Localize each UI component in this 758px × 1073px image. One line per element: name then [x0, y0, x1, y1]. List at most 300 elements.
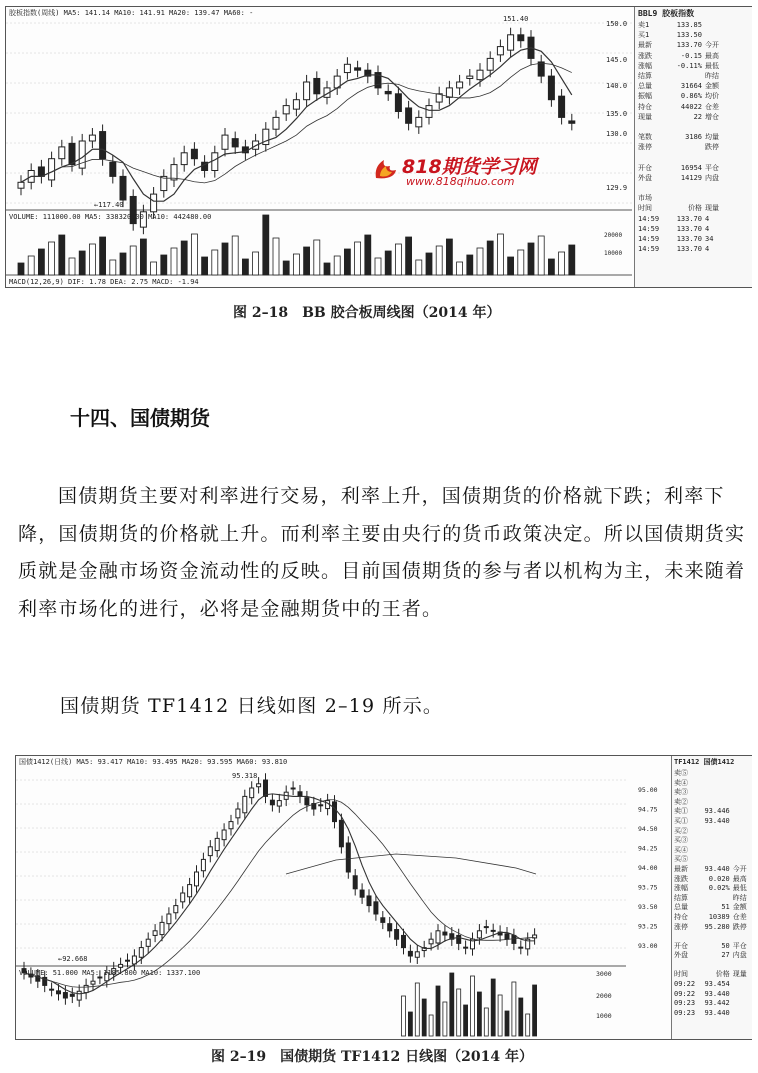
candle-body [508, 35, 514, 50]
candle-body [381, 918, 385, 923]
quote-panel [634, 7, 752, 287]
quote-value [697, 826, 730, 836]
candlestick-chart [16, 756, 658, 1039]
volume-tick-label: 2000 [596, 992, 612, 1000]
candle-body [181, 153, 187, 165]
candle-body [84, 985, 88, 992]
quote-row [674, 989, 752, 999]
quote-label: 14:59 [638, 214, 660, 223]
volume-bar [505, 1011, 509, 1036]
quote-label: 卖③ [674, 788, 688, 797]
quote-extra [730, 787, 752, 797]
quote-row [674, 835, 752, 845]
volume-bar [518, 250, 524, 275]
candle-body [429, 939, 433, 944]
volume-bar [471, 976, 475, 1036]
quote-value: 价格 [715, 970, 730, 979]
quote-value [697, 787, 730, 797]
candle-body [110, 162, 116, 176]
quote-row [638, 224, 752, 234]
candle-body [402, 935, 406, 947]
volume-bar [344, 249, 350, 275]
candle-body [212, 153, 218, 171]
quote-extra: 仓差 [705, 102, 719, 111]
high-price-label: 151.40 [503, 15, 529, 23]
volume-bar [491, 979, 495, 1036]
volume-bar [263, 215, 269, 275]
candle-body [426, 106, 432, 118]
y-tick-label: 150.0 [606, 20, 628, 28]
y-tick-label: 129.9 [606, 184, 628, 192]
candle-body [91, 981, 95, 984]
quote-row [638, 102, 752, 112]
candle-body [181, 893, 185, 902]
figure-2-19-caption: 图 2–19 国债期货 TF1412 日线图（2014 年） [211, 1049, 534, 1065]
candle-body [153, 931, 157, 936]
quote-extra: 均价 [705, 92, 719, 101]
quote-extra [730, 768, 752, 778]
quote-extra [730, 979, 752, 989]
quote-label: 结算 [674, 893, 688, 902]
quote-row [674, 768, 752, 778]
volume-bar [498, 995, 502, 1036]
volume-bar [191, 234, 197, 275]
quote-value: 133.50 [676, 31, 702, 40]
candle-body [395, 930, 399, 940]
candle-body [319, 805, 323, 806]
candle-body [120, 176, 126, 200]
quote-extra [730, 1008, 752, 1018]
quote-extra [730, 816, 752, 826]
quote-extra: 昨结 [705, 71, 719, 80]
quote-label: 涨停 [638, 143, 652, 152]
y-tick-label: 93.75 [638, 883, 658, 892]
candle-body [283, 106, 289, 114]
quote-label: 09:23 [674, 1008, 696, 1017]
quote-value [662, 183, 702, 193]
quote-extra: 仓差 [732, 912, 747, 921]
volume-bar [436, 246, 442, 275]
volume-bar [314, 240, 320, 275]
candle-body [146, 939, 150, 946]
candle-body [222, 830, 226, 840]
volume-bar [538, 236, 544, 275]
quote-row [638, 40, 752, 50]
quote-label: 09:22 [674, 980, 696, 989]
volume-header: VOLUME: 111000.00 MA5: 338320.00 MA10: 442480.00 [9, 213, 212, 221]
quote-extra: 跌停 [705, 143, 719, 152]
quote-row [674, 893, 752, 903]
quote-extra [702, 30, 735, 40]
quote-extra [730, 998, 752, 1008]
candle-body [505, 934, 509, 939]
quote-label [674, 960, 697, 970]
candle-body [395, 94, 401, 112]
price-chart-header: 胶板指数(周线) MA5: 141.14 MA10: 141.91 MA20: 139.47 MA60: - [9, 9, 254, 17]
candle-body [201, 859, 205, 870]
candle-body [367, 896, 371, 906]
quote-label: 振幅 [638, 92, 652, 101]
quote-label: 买④ [674, 845, 688, 854]
quote-row [674, 922, 752, 932]
quote-value [662, 142, 702, 152]
volume-bar [467, 255, 473, 275]
quote-extra: 4 [705, 245, 710, 254]
quote-value: 16954 [680, 163, 702, 172]
quote-label: 涨跌 [674, 874, 688, 883]
candle-body [298, 792, 302, 797]
volume-bar [334, 256, 340, 275]
quote-value [697, 893, 730, 903]
volume-bar [528, 243, 534, 275]
volume-bar [110, 260, 116, 275]
quote-row [674, 816, 752, 826]
volume-bar [375, 258, 381, 275]
volume-bar [426, 253, 432, 275]
quote-value: 93.440 [704, 864, 730, 873]
volume-bar [484, 1008, 488, 1036]
candle-body [236, 809, 240, 818]
quote-label: 总量 [674, 903, 688, 912]
section-heading: 十四、国债期货 [70, 406, 210, 430]
quote-value [697, 778, 730, 788]
candle-body [188, 885, 192, 897]
quote-row [674, 845, 752, 855]
quote-value: 22 [693, 112, 702, 121]
candle-body [257, 784, 261, 787]
quote-rows [672, 768, 752, 1017]
volume-bar [273, 238, 279, 275]
quote-value: 133.70 [676, 214, 702, 223]
quote-extra: 昨结 [732, 893, 747, 902]
volume-bar [457, 989, 461, 1036]
y-tick-label: 95.00 [638, 786, 658, 794]
candle-body [59, 147, 65, 159]
candle-body [339, 820, 343, 846]
volume-bar [324, 263, 330, 275]
quote-value: 0.02% [708, 884, 730, 893]
candle-body [250, 788, 254, 798]
quote-row [674, 950, 752, 960]
volume-bar [512, 982, 516, 1036]
quote-extra: 增仓 [705, 112, 719, 121]
quote-label: 09:23 [674, 999, 696, 1008]
quote-extra [730, 797, 752, 807]
candle-body [49, 159, 55, 180]
quote-row [674, 1008, 752, 1018]
quote-label: 09:22 [674, 989, 696, 998]
quote-row [638, 132, 752, 142]
volume-bar [533, 985, 537, 1036]
candle-body [415, 952, 419, 957]
quote-row [638, 61, 752, 71]
quote-extra: 平仓 [705, 163, 719, 172]
volume-bar [59, 235, 65, 275]
candle-body [355, 68, 361, 70]
quote-value: 31664 [680, 82, 702, 91]
quote-extra [730, 826, 752, 836]
quote-value: -0.15 [680, 51, 702, 60]
candle-body [374, 902, 378, 914]
volume-bar [422, 999, 426, 1036]
volume-bar [69, 258, 75, 275]
quote-extra [730, 806, 752, 816]
volume-bar [151, 262, 157, 275]
volume-bar [457, 262, 463, 275]
quote-row [674, 912, 752, 922]
quote-label: 买⑤ [674, 855, 688, 864]
candle-body [314, 78, 320, 93]
quote-label: 涨幅 [674, 884, 688, 893]
quote-extra: 最高 [705, 51, 719, 60]
quote-label: 最新 [638, 41, 652, 50]
candle-body [243, 796, 247, 812]
y-tick-label: 94.00 [638, 864, 658, 872]
candle-body [126, 960, 130, 961]
quote-row [674, 883, 752, 893]
candle-body [232, 139, 238, 147]
quote-label: 卖① [674, 807, 688, 816]
y-tick-label: 93.00 [638, 942, 658, 950]
quote-label: 14:59 [638, 234, 660, 243]
volume-bar [406, 237, 412, 275]
volume-bar [395, 244, 401, 275]
candle-body [191, 149, 197, 158]
volume-bar [120, 253, 126, 275]
candle-body [98, 977, 102, 978]
quote-row [674, 826, 752, 836]
quote-row [674, 778, 752, 788]
ma5-line [24, 794, 535, 994]
quote-row [638, 51, 752, 61]
quote-extra: 最低 [705, 61, 719, 70]
volume-bar [242, 259, 248, 275]
volume-tick-label: 1000 [596, 1012, 612, 1020]
quote-label: 卖② [674, 797, 688, 806]
quote-label: 卖④ [674, 778, 688, 787]
quote-label: 笔数 [638, 133, 652, 142]
candle-body [519, 947, 523, 948]
volume-bar [446, 239, 452, 275]
candle-body [57, 991, 61, 994]
volume-bar [212, 250, 218, 275]
volume-bar [181, 241, 187, 275]
candle-body [305, 798, 309, 805]
price-chart-header: 国债1412(日线) MA5: 93.417 MA10: 93.495 MA20: 93.595 MA60: 93.810 [19, 758, 288, 766]
volume-bar [38, 249, 44, 275]
figure-2-18-caption: 图 2–18 BB 胶合板周线图（2014 年） [233, 305, 501, 321]
paragraph-1: 国债期货主要对利率进行交易，利率上升，国债期货的价格就下跌；利率下降，国债期货的价格就上升。而利率主要由央行的货币政策决定。所以国债期货实质就是金融市场资金流动性的反映。目前国债期货的参与者以机构为主，未来随着利率市场化的进行，必将是金融期货中的王者。 [18, 485, 746, 620]
quote-row [674, 969, 752, 979]
quote-label: 开仓 [674, 941, 688, 950]
quote-value [697, 845, 730, 855]
watermark-url: www.818qihuo.com [406, 175, 515, 188]
volume-bar [49, 242, 55, 275]
quote-label: 买③ [674, 836, 688, 845]
quote-label: 结算 [638, 71, 652, 80]
volume-bar [416, 260, 422, 275]
quote-label: 卖⑤ [674, 769, 688, 777]
candle-body [69, 143, 75, 164]
candle-body [388, 924, 392, 931]
candle-body [119, 964, 123, 967]
figure-2-19-chart [15, 755, 752, 1040]
quote-row [674, 874, 752, 884]
high-price-label: 95.318 [232, 772, 258, 780]
watermark-logo [372, 150, 572, 194]
candle-body [457, 935, 461, 943]
candle-body [477, 931, 481, 938]
volume-bar [222, 243, 228, 275]
low-price-label: ←117.40 [94, 201, 124, 209]
candle-body [512, 935, 516, 943]
quote-extra [730, 931, 752, 941]
candle-body [293, 100, 299, 109]
quote-label: 涨跌 [638, 51, 652, 60]
volume-bar [202, 257, 208, 275]
quote-label [638, 152, 662, 162]
flame-icon [372, 152, 402, 182]
quote-label: 14:59 [638, 245, 660, 254]
quote-row [638, 122, 752, 132]
quote-row [638, 20, 752, 30]
candle-body [385, 91, 391, 93]
watermark-title: 818期货学习网 [402, 156, 537, 178]
candle-body [464, 947, 468, 948]
candle-body [264, 780, 268, 796]
candle-body [77, 991, 81, 1000]
candle-body [18, 182, 24, 188]
quote-row [674, 806, 752, 816]
quote-extra [702, 183, 735, 193]
volume-bar [402, 996, 406, 1036]
quote-label: 持仓 [674, 912, 688, 921]
volume-bar [304, 247, 310, 275]
quote-value: 133.70 [676, 234, 702, 243]
quote-rows [635, 20, 752, 254]
quote-row [674, 979, 752, 989]
volume-bar [79, 251, 85, 275]
y-tick-label: 94.25 [638, 844, 658, 853]
quote-label [638, 122, 662, 132]
candlestick-chart [6, 7, 632, 287]
quote-row [638, 71, 752, 81]
quote-value: 93.442 [704, 999, 730, 1008]
quote-row [638, 173, 752, 183]
quote-label: 涨停 [674, 922, 688, 931]
quote-value: 14129 [680, 173, 702, 182]
quote-label: 市场 [638, 194, 652, 203]
quote-value: 10389 [708, 912, 730, 921]
quote-row [674, 960, 752, 970]
quote-value: 价格 [688, 204, 702, 213]
quote-label: 时间 [674, 970, 688, 979]
quote-value: 133.85 [676, 21, 702, 29]
candle-body [139, 948, 143, 958]
quote-extra: 最低 [732, 884, 747, 893]
volume-bar [526, 1014, 530, 1036]
volume-bar [18, 263, 24, 275]
candle-body [273, 117, 279, 129]
quote-extra: 内盘 [705, 173, 719, 182]
volume-bar [559, 252, 565, 275]
quote-row [638, 183, 752, 193]
quote-extra: 4 [705, 224, 710, 233]
low-price-label: ←92.668 [58, 955, 88, 963]
volume-bar [293, 254, 299, 275]
volume-bar [436, 986, 440, 1036]
volume-bar [415, 983, 419, 1036]
candle-body [416, 117, 422, 126]
candle-body [208, 847, 212, 856]
macd-header: MACD(12,26,9) DIF: 1.78 DEA: 2.75 MACD: -1.94 [9, 278, 199, 286]
volume-bar [569, 245, 575, 275]
candle-body [484, 927, 488, 928]
quote-extra: 现量 [732, 970, 747, 979]
quote-row [638, 112, 752, 122]
candle-body [443, 932, 447, 935]
quote-value: 44022 [680, 102, 702, 111]
quote-row [638, 91, 752, 101]
volume-bar [253, 252, 259, 275]
quote-row [638, 244, 752, 254]
candle-body [171, 165, 177, 180]
quote-label [674, 931, 697, 941]
candle-body [270, 800, 274, 805]
candle-body [408, 951, 412, 956]
candle-body [195, 872, 199, 886]
quote-value [697, 960, 730, 970]
volume-bar [450, 973, 454, 1036]
volume-bar [477, 992, 481, 1036]
volume-bar [283, 261, 289, 275]
volume-bar [28, 256, 34, 275]
paragraph-2: 国债期货 TF1412 日线如图 2–19 所示。 [60, 695, 444, 717]
candle-body [291, 788, 295, 789]
quote-label: 涨幅 [638, 61, 652, 70]
volume-bar [171, 248, 177, 275]
quote-value: 93.440 [704, 1008, 730, 1017]
quote-row [638, 30, 752, 40]
candle-body [477, 70, 483, 79]
quote-extra [730, 835, 752, 845]
candle-body [333, 802, 337, 822]
quote-value: 50 [721, 941, 730, 950]
volume-bar [519, 998, 523, 1036]
volume-bar [429, 1015, 433, 1036]
ma60-line [286, 854, 536, 874]
quote-value: 93.446 [704, 807, 730, 816]
quote-extra [702, 122, 735, 132]
quote-extra: 金额 [705, 82, 719, 91]
candle-body [100, 132, 106, 159]
quote-value: 133.70 [676, 41, 702, 50]
candle-body [215, 838, 219, 850]
candle-body [360, 890, 364, 897]
volume-tick-label: 20000 [604, 232, 623, 239]
quote-row [638, 163, 752, 173]
quote-extra [730, 845, 752, 855]
y-tick-label: 93.25 [638, 922, 658, 931]
candle-body [491, 930, 495, 931]
quote-row [674, 787, 752, 797]
quote-panel-title: TF1412 国债1412 [674, 758, 735, 766]
volume-bar [89, 244, 95, 275]
candle-body [497, 47, 503, 55]
candle-body [538, 62, 544, 76]
volume-bar [508, 257, 514, 275]
quote-extra: 4 [705, 214, 710, 223]
